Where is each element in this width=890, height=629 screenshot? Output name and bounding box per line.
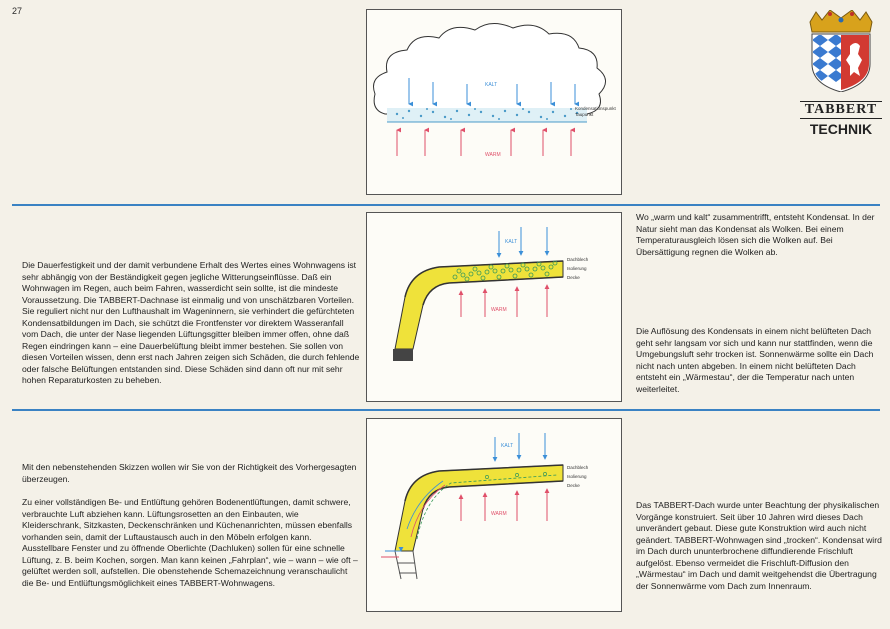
roof-diagram-ventilated [366, 418, 622, 612]
layer-label-insulation: Isolierung [567, 474, 587, 479]
layer-label-roof-sheet: Dachblech [567, 257, 589, 262]
cold-label: KALT [485, 82, 498, 88]
paragraph: Wo „warm und kalt“ zusammentrifft, entsteht Kondensat. In der Natur sieht man das Kondensat als Wolken. Bei einem Temperaturausgleich lösen sich die Wolken auf. Bei Übersättigung regnen die Wolken ab. [636, 212, 875, 257]
layer-label-roof-sheet: Dachblech [567, 465, 589, 470]
divider-2 [12, 409, 880, 411]
brand-name: TABBERT [800, 101, 882, 119]
text-left-bottom [22, 462, 360, 589]
cloud-diagram [366, 9, 622, 195]
roof-diagram-unventilated [366, 212, 622, 402]
paragraph: Die Auflösung des Kondensats in einem nicht belüfteten Dach geht sehr langsam vor sich und kann nur stattfinden, wenn die Umgebungsluft sehr trocken ist. Sonnenwärme sollte ein Dach nicht nach unten abgeben. In einem nicht belüfteten Dach entsteht ein „Wärmestau“, der die Temperatur nach unten weiterleitet. [636, 326, 874, 394]
warm-label: WARM [491, 511, 507, 517]
text-right-middle [636, 326, 882, 395]
warm-label: WARM [485, 152, 501, 158]
paragraph: Das TABBERT-Dach wurde unter Beachtung der physikalischen Vorgänge konstruiert. Seit über 10 Jahren wird dieses Dach unverändert gebaut. Diese gute Konstruktion wird auch nicht geändert. TABBERT-Wohnwagen sind „trocken“. Kondensat wird im Dach durch ununterbrochene diffundierende Frischluft aufgelöst. Ebenso vermeidet die Frischluft-Diffusion den „Wärmestau“ im Dach und damit weitgehendst die Übertragung der Sonnenwärme vom Dach zum Innenraum. [636, 500, 882, 591]
warm-label: WARM [491, 307, 507, 313]
text-left-middle [22, 260, 360, 387]
layer-label-ceiling: Decke [567, 275, 580, 280]
text-right-bottom [636, 500, 882, 592]
section-title: TECHNIK [809, 121, 873, 137]
paragraph: Die Dauerfestigkeit und der damit verbundene Erhalt des Wertes eines Wohnwagens ist sehr abhängig von der Beständigkeit gegen jegliche Witterungseinflüsse. Daß ein Wohnwagen im Regen, auch beim Fahren, wasserdicht sein sollte, ist die mindeste Voraussetzung. Die TABBERT-Dachnase ist einmalig und von unschätzbaren Vorteilen. Sie reguliert nicht nur den Lufthaushalt im Wageninnern, sie verhindert die gefürchteten Kondensatbildungen im Dach, sie schützt die Frontfenster vor direktem Wasseranfall vom Dach, die unter der Nase liegenden Lüftungsgitter bleiben immer offen, ohne daß Regen eindringen kann – eine Dauerbelüftung bleibt immer bestehen. Sie sollen von diesen Vorteilen wissen, denn erst nach Jahren zeigen sich Schäden, die durch fehlende oder falsche Belüftungen entstanden sind. Diese Schäden sind dann oft nur mit sehr hohen Reparaturkosten zu beheben. [22, 260, 360, 385]
brand-logo [800, 10, 882, 135]
crest-icon [800, 10, 882, 92]
layer-label-insulation: Isolierung [567, 266, 587, 271]
page-number: 27 [12, 6, 23, 16]
layer-label-ceiling: Decke [567, 483, 580, 488]
divider-1 [12, 204, 880, 206]
cold-label: KALT [501, 443, 514, 449]
cold-label: KALT [505, 239, 518, 245]
dewpoint-label-2: Taupunkt [575, 112, 594, 117]
text-right-top [636, 212, 882, 258]
paragraph: Mit den nebenstehenden Skizzen wollen wir Sie von der Richtigkeit des Vorhergesagten überzeugen. [22, 462, 357, 484]
dewpoint-label-1: Kondensationspunkt [575, 106, 616, 111]
paragraph: Zu einer vollständigen Be- und Entlüftung gehören Bodenentlüftungen, damit schwere, verbrauchte Luft abziehen kann. Lüftungsrosetten an den Einbauten, wie Kleiderschrank, Sitzkasten, Deckenschränken und Küchenanrichten, müssen ebenfalls vorhanden sein, damit der Luftaustausch auch in den Möbeln erfolgen kann. Ausstellbare Fenster und zu öffnende Oberlichte (Dachluken) sollen für eine schnelle Lüftung, z. B. beim Kochen, sorgen. Man kann keinen „Fahrplan“, wie – wann – wie oft – gelüftet werden soll, aufstellen. Die obenstehende Schemazeichnung veranschaulicht die Be- und Entlüftungsmöglichkeit eines TABBERT-Wohnwagens. [22, 497, 358, 588]
